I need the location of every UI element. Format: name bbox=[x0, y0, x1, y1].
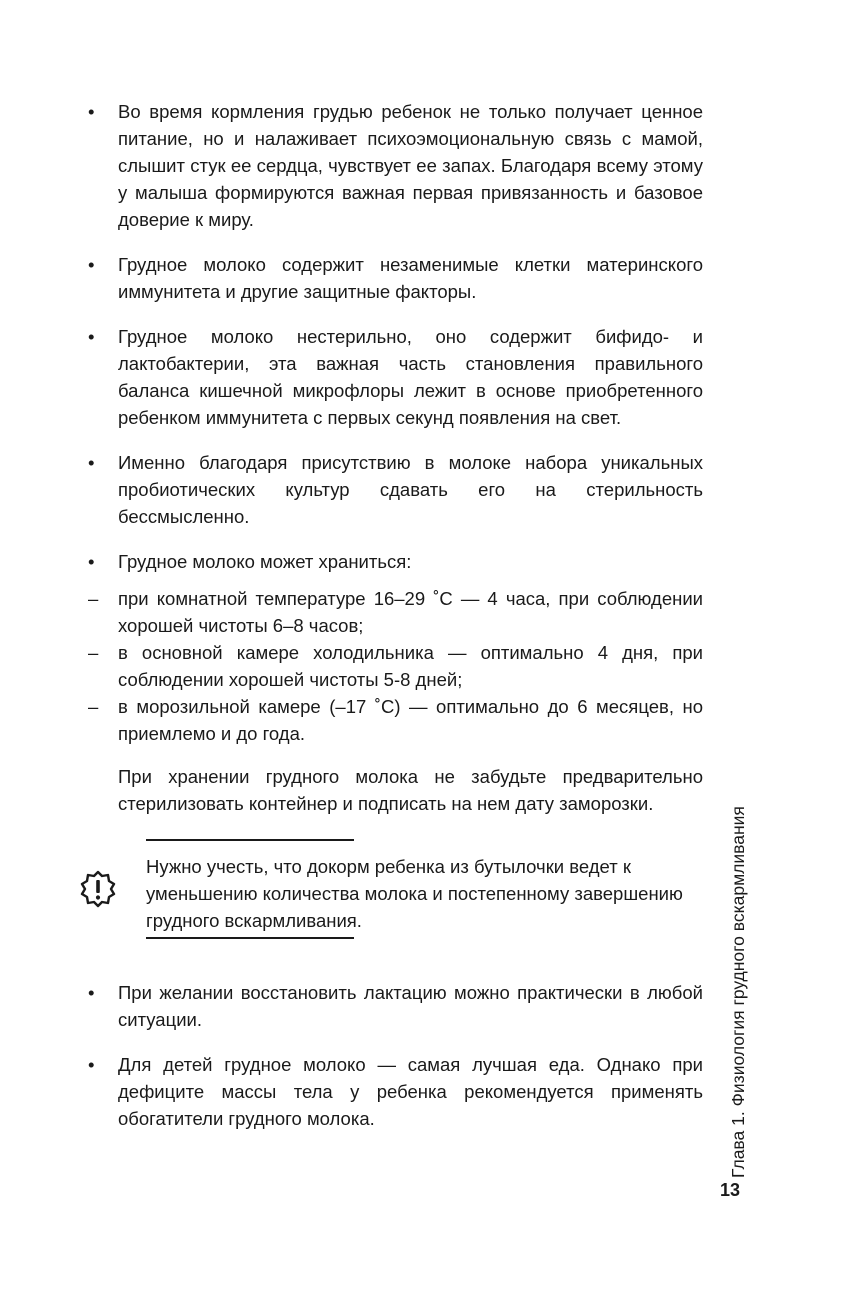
storage-intro: Грудное молоко может храниться: bbox=[118, 551, 412, 572]
sub-list-item-text: при комнатной температуре 16–29 ˚С — 4 часа, при соблюдении хорошей чистоты 6–8 часов; bbox=[118, 588, 703, 636]
sub-list-item bbox=[88, 639, 703, 693]
bullet-marker: • bbox=[88, 1054, 95, 1075]
chapter-running-title: Глава 1. Физиология грудного вскармливания bbox=[728, 806, 748, 1178]
bullet-marker: • bbox=[88, 326, 95, 347]
list-item bbox=[88, 979, 703, 1033]
main-text bbox=[88, 98, 703, 1150]
callout-box bbox=[88, 839, 703, 943]
list-item-text: Для детей грудное молоко — самая лучшая еда. Однако при дефиците массы тела у ребенка рекомендуется применять обогатители грудного молока. bbox=[118, 1054, 703, 1129]
bullet-list-top bbox=[88, 98, 703, 575]
bullet-marker: • bbox=[88, 101, 95, 122]
storage-sub-list bbox=[88, 585, 703, 747]
dash-marker: – bbox=[88, 642, 99, 663]
sub-list-item bbox=[88, 693, 703, 747]
bullet-marker: • bbox=[88, 982, 95, 1003]
storage-list-item bbox=[88, 548, 703, 575]
list-item bbox=[88, 1051, 703, 1132]
callout-text: Нужно учесть, что докорм ребенка из бутылочки ведет к уменьшению количества молока и постепенному завершению грудного вскармливания. bbox=[146, 856, 683, 931]
list-item-text: Во время кормления грудью ребенок не только получает ценное питание, но и налаживает психоэмоциональную связь с мамой, слышит стук ее сердца, чувствует ее запах. Благодаря всему этому у малыша формируются важная первая привязанность и базовое доверие к миру. bbox=[118, 101, 703, 230]
bullet-marker: • bbox=[88, 254, 95, 275]
list-item bbox=[88, 449, 703, 530]
list-item bbox=[88, 323, 703, 431]
bullet-list-bottom bbox=[88, 979, 703, 1132]
sub-list-item-text: в основной камере холодильника — оптимально 4 дня, при соблюдении хорошей чистоты 5-8 дней; bbox=[118, 642, 703, 690]
alert-gear-icon bbox=[78, 869, 118, 909]
storage-note: При хранении грудного молока не забудьте предварительно стерилизовать контейнер и подписать на нем дату заморозки. bbox=[118, 766, 703, 814]
sub-list-item bbox=[88, 585, 703, 639]
page-number: 13 bbox=[719, 1180, 740, 1200]
list-item bbox=[88, 251, 703, 305]
list-item-text: При желании восстановить лактацию можно практически в любой ситуации. bbox=[118, 982, 703, 1030]
dash-marker: – bbox=[88, 696, 99, 717]
list-item-text: Грудное молоко нестерильно, оно содержит бифидо- и лактобактерии, эта важная часть становления правильного баланса кишечной микрофлоры лежит в основе приобретенного ребенком иммунитета с первых секунд появления на свет. bbox=[118, 326, 703, 428]
callout-bottom-rule bbox=[146, 937, 354, 939]
list-item-text: Грудное молоко содержит незаменимые клетки материнского иммунитета и другие защитные факторы. bbox=[118, 254, 703, 302]
dash-marker: – bbox=[88, 588, 99, 609]
list-item bbox=[88, 98, 703, 233]
bullet-marker: • bbox=[88, 452, 95, 473]
callout-top-rule bbox=[146, 839, 354, 841]
list-item-text: Именно благодаря присутствию в молоке набора уникальных пробиотических культур сдавать его на стерильность бессмысленно. bbox=[118, 452, 703, 527]
bullet-marker: • bbox=[88, 551, 95, 572]
sub-list-item-text: в морозильной камере (–17 ˚С) — оптимально до 6 месяцев, но приемлемо и до года. bbox=[118, 696, 703, 744]
